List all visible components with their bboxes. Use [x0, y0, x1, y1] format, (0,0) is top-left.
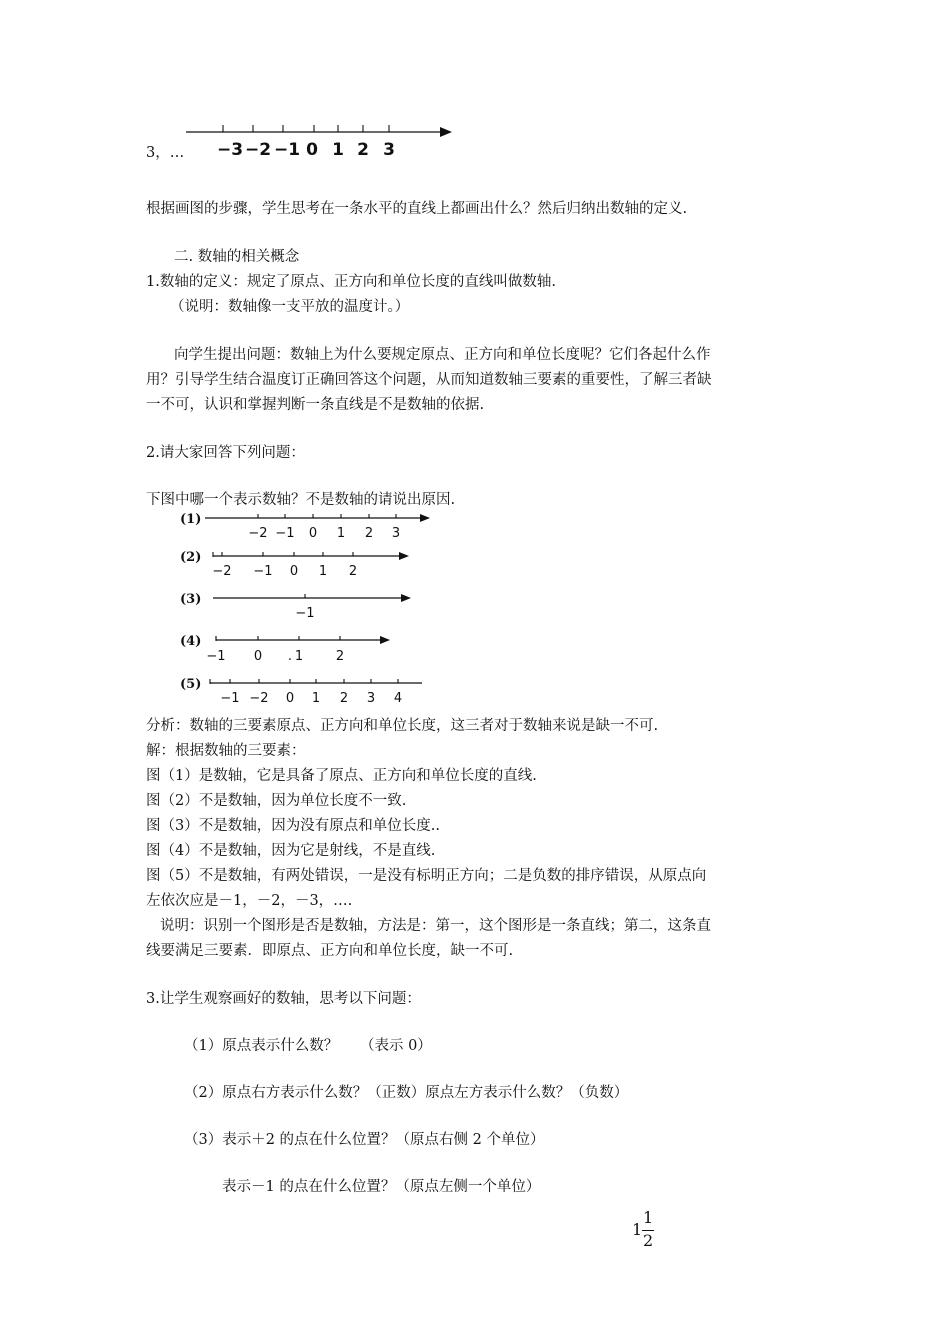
q2-title: 2.请大家回答下列问题：	[146, 445, 305, 461]
mixed-number-denominator: 2	[643, 1231, 654, 1250]
figure-tick-label: −1	[253, 564, 273, 579]
figure-tick-label: 2	[348, 564, 358, 579]
figure-tick-label: 0	[308, 526, 318, 541]
figure-tick-label: 4	[393, 691, 403, 706]
figure-tick-label: 2	[364, 526, 374, 541]
figure-label: (4)	[180, 634, 202, 649]
analysis-line: 解：根据数轴的三要素：	[146, 743, 306, 759]
top-axis-tick-label: −2	[244, 140, 272, 160]
figure-tick-label: 0	[289, 564, 299, 579]
figure-tick-label: −1	[220, 691, 240, 706]
figure-tick-label: .	[287, 649, 293, 664]
figure-label: (3)	[180, 592, 202, 607]
figure-4	[180, 634, 390, 664]
figure-axis-arrow	[420, 514, 430, 522]
top-axis-tick-label: −3	[216, 140, 244, 160]
figure-tick-label: −1	[206, 649, 226, 664]
figure-axis-arrow	[380, 636, 390, 644]
analysis-line: 图（2）不是数轴，因为单位长度不一致.	[146, 793, 407, 809]
figure-tick-label: 1	[318, 564, 328, 579]
analysis-line: 图（5）不是数轴，有两处错误，一是没有标明正方向；二是负数的排序错误，从原点向	[146, 868, 707, 884]
figure-tick-label: 1	[311, 691, 321, 706]
figure-tick-label: −2	[249, 691, 269, 706]
q2-prompt: 下图中哪一个表示数轴？不是数轴的请说出原因.	[146, 492, 456, 508]
figure-tick-label: −2	[212, 564, 232, 579]
top-axis-tick-label: 3	[383, 140, 395, 160]
q3-item: 表示－1 的点在什么位置？（原点左侧一个单位）	[222, 1179, 541, 1195]
figure-3	[180, 592, 411, 621]
figure-tick-label: 3	[391, 526, 401, 541]
section-2-title: 二. 数轴的相关概念	[174, 249, 300, 265]
figure-label: (1)	[180, 512, 202, 527]
figure-axis-arrow	[401, 594, 411, 602]
question-line-1: 向学生提出问题：数轴上为什么要规定原点、正方向和单位长度呢？它们各起什么作	[174, 347, 711, 363]
figure-1	[180, 512, 430, 541]
definition-1: 1.数轴的定义：规定了原点、正方向和单位长度的直线叫做数轴.	[146, 274, 556, 290]
analysis-line: 分析：数轴的三要素原点、正方向和单位长度，这三者对于数轴来说是缺一不可.	[146, 718, 659, 734]
top-axis-prefix: 3，…	[146, 145, 185, 161]
q3-title: 3.让学生观察画好的数轴，思考以下问题：	[146, 991, 421, 1007]
top-number-line	[186, 125, 452, 160]
figure-label: (5)	[180, 677, 202, 692]
intro-paragraph: 根据画图的步骤，学生思考在一条水平的直线上都画出什么？然后归纳出数轴的定义.	[146, 201, 688, 217]
top-axis-tick-label: 1	[332, 140, 344, 160]
analysis-line: 左依次应是－1，－2，－3，….	[146, 893, 353, 909]
mixed-number-numerator: 1	[643, 1208, 654, 1227]
definition-note: （说明：数轴像一支平放的温度计。）	[170, 299, 410, 315]
analysis-line: 图（4）不是数轴，因为它是射线，不是直线.	[146, 843, 436, 859]
q3-item: （1）原点表示什么数？ （表示 0）	[184, 1038, 432, 1054]
question-line-2: 用？引导学生结合温度订正确回答这个问题，从而知道数轴三要素的重要性，了解三者缺	[146, 372, 712, 388]
analysis-line: 说明：识别一个图形是否是数轴，方法是：第一，这个图形是一条直线；第二，这条直	[160, 918, 711, 934]
figure-axis-arrow	[399, 552, 409, 560]
top-axis-tick-label: 0	[306, 140, 318, 160]
analysis-line: 图（1）是数轴，它是具备了原点、正方向和单位长度的直线.	[146, 768, 537, 784]
figure-5	[180, 677, 422, 706]
q3-item: （2）原点右方表示什么数？（正数）原点左方表示什么数？（负数）	[184, 1085, 629, 1101]
figure-tick-label: 2	[339, 691, 349, 706]
q3-item: （3）表示＋2 的点在什么位置？（原点右侧 2 个单位）	[184, 1132, 545, 1148]
figure-tick-label: −2	[248, 526, 268, 541]
figure-2	[180, 550, 409, 579]
top-axis-arrow	[440, 127, 452, 137]
figure-tick-label: 1	[336, 526, 346, 541]
mixed-number-whole: 1	[632, 1220, 643, 1239]
figure-label: (2)	[180, 550, 202, 565]
figure-tick-label: 2	[335, 649, 345, 664]
figure-tick-label: −1	[275, 526, 295, 541]
top-axis-tick-label: −1	[273, 140, 301, 160]
analysis-line: 图（3）不是数轴，因为没有原点和单位长度..	[146, 818, 440, 834]
figure-tick-label: −1	[295, 606, 315, 621]
analysis-line: 线要满足三要素．即原点、正方向和单位长度，缺一不可.	[146, 943, 514, 959]
figure-tick-label: 1	[294, 649, 304, 664]
figure-tick-label: 0	[253, 649, 263, 664]
figure-tick-label: 3	[366, 691, 376, 706]
top-axis-tick-label: 2	[357, 140, 369, 160]
figure-tick-label: 0	[285, 691, 295, 706]
question-line-3: 一不可，认识和掌握判断一条直线是不是数轴的依据.	[146, 397, 485, 413]
